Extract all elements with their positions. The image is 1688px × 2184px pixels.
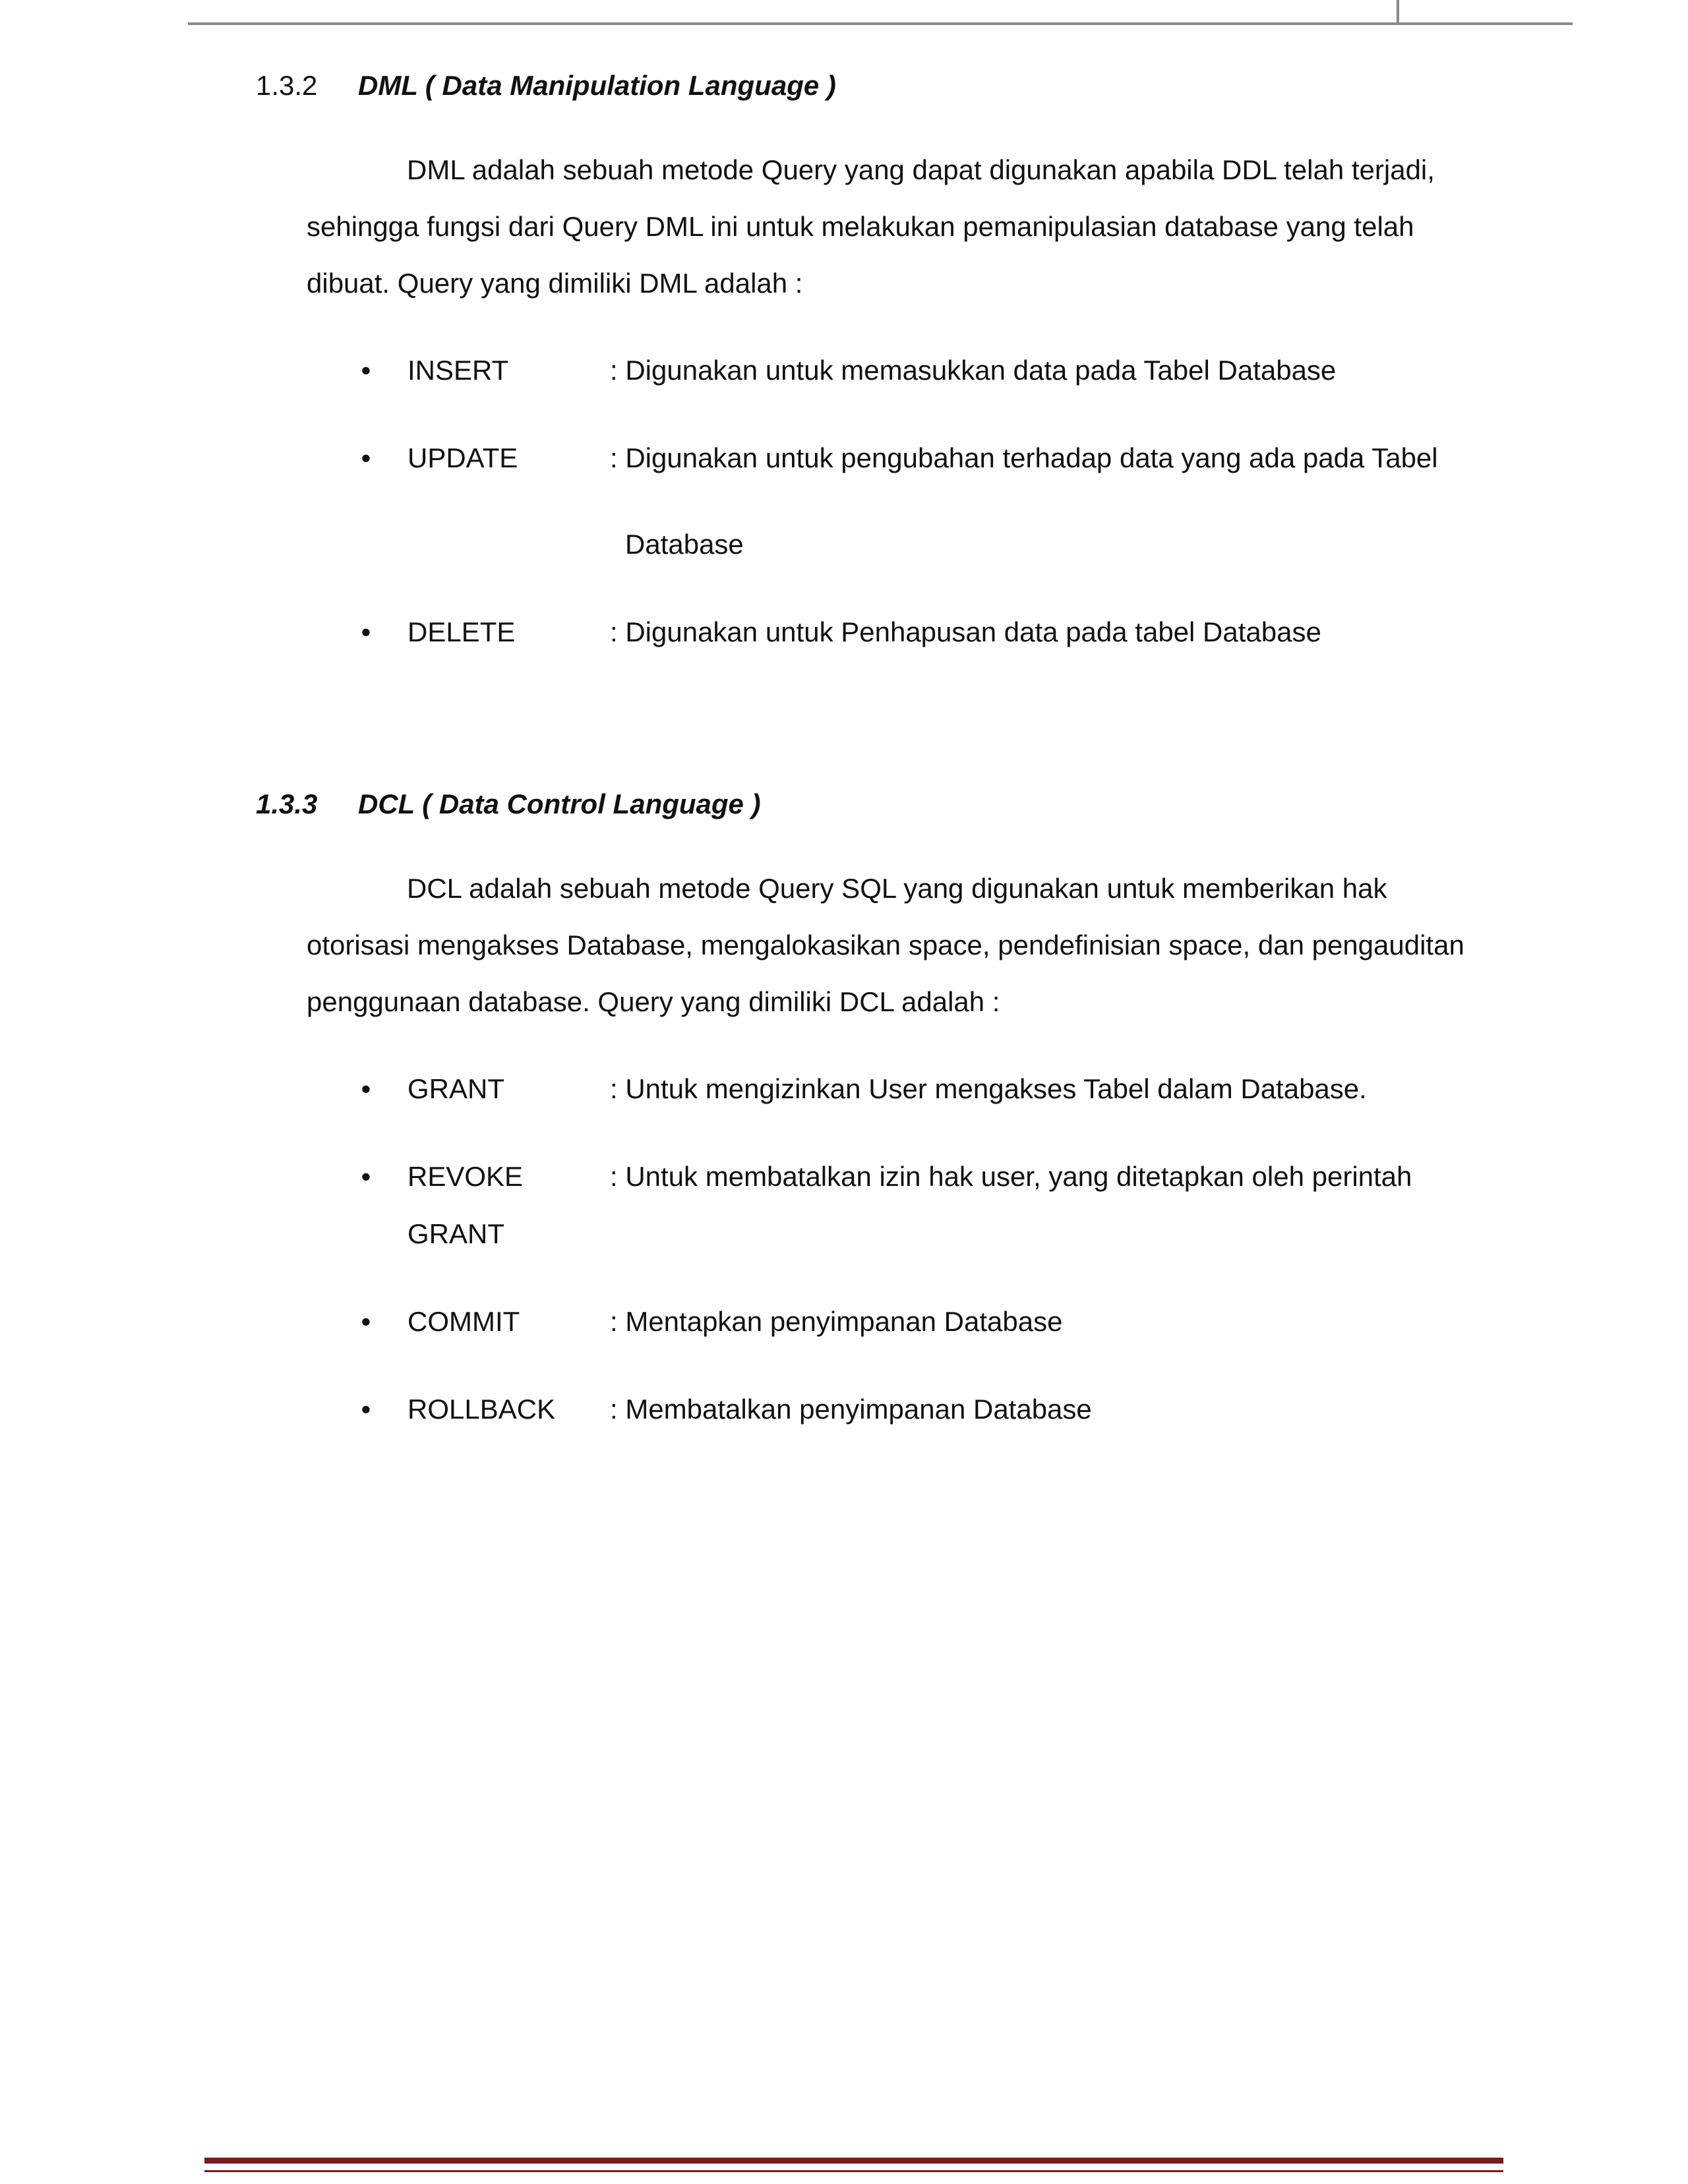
list-item-description: : Untuk mengizinkan User mengakses Tabel dalam Database.	[610, 1073, 1367, 1104]
list-item-term: DELETE	[407, 616, 516, 647]
list-item-term: ROLLBACK	[407, 1394, 556, 1425]
section-title: DML ( Data Manipulation Language )	[358, 70, 836, 101]
list-item-term: GRANT	[407, 1073, 504, 1104]
paragraph-line: sehingga fungsi dari Query DML ini untuk melakukan pemanipulasian database yang telah	[307, 211, 1414, 242]
section-heading-dml	[256, 66, 836, 105]
section-title: DCL ( Data Control Language )	[358, 788, 761, 819]
list-item-term: INSERT	[407, 355, 509, 386]
list-item-term: REVOKE	[407, 1161, 524, 1192]
list-item-term: COMMIT	[407, 1306, 520, 1337]
list-item-description: : Digunakan untuk Penhapusan data pada tabel Database	[610, 616, 1321, 647]
paragraph-dml	[307, 142, 1493, 312]
list-item-description: : Digunakan untuk pengubahan terhadap data yang ada pada Tabel	[610, 442, 1438, 473]
bullet-icon: •	[361, 1306, 371, 1337]
list-item-description: : Digunakan untuk memasukkan data pada Tabel Database	[610, 355, 1337, 386]
bullet-icon: •	[361, 1073, 371, 1104]
list-item-continuation: GRANT	[407, 1218, 504, 1249]
footer-rule	[204, 2158, 1503, 2164]
list-item-term: UPDATE	[407, 442, 518, 473]
list-item-description: : Mentapkan penyimpanan Database	[610, 1306, 1063, 1337]
bullet-icon: •	[361, 355, 371, 386]
bullet-icon: •	[361, 616, 371, 647]
header-tick	[1397, 0, 1399, 24]
paragraph-line: DCL adalah sebuah metode Query SQL yang digunakan untuk memberikan hak	[407, 873, 1387, 904]
list-item-description: : Membatalkan penyimpanan Database	[610, 1394, 1092, 1425]
header-rule	[188, 22, 1573, 25]
section-number: 1.3.2	[256, 70, 318, 101]
section-number: 1.3.3	[256, 788, 318, 819]
bullet-icon: •	[361, 442, 371, 473]
paragraph-dcl	[307, 860, 1493, 1030]
bullet-icon: •	[361, 1394, 371, 1425]
bullet-icon: •	[361, 1161, 371, 1192]
section-heading-dcl	[256, 784, 761, 824]
paragraph-line: penggunaan database. Query yang dimiliki DCL adalah :	[307, 986, 1000, 1017]
paragraph-line: dibuat. Query yang dimiliki DML adalah :	[307, 268, 803, 299]
paragraph-line: otorisasi mengakses Database, mengalokasikan space, pendefinisian space, dan pengauditan	[307, 930, 1464, 960]
footer-rule-thin	[204, 2170, 1503, 2172]
paragraph-line: DML adalah sebuah metode Query yang dapat digunakan apabila DDL telah terjadi,	[407, 154, 1435, 185]
list-item-continuation: Database	[625, 529, 744, 560]
list-item-description: : Untuk membatalkan izin hak user, yang ditetapkan oleh perintah	[610, 1161, 1412, 1192]
